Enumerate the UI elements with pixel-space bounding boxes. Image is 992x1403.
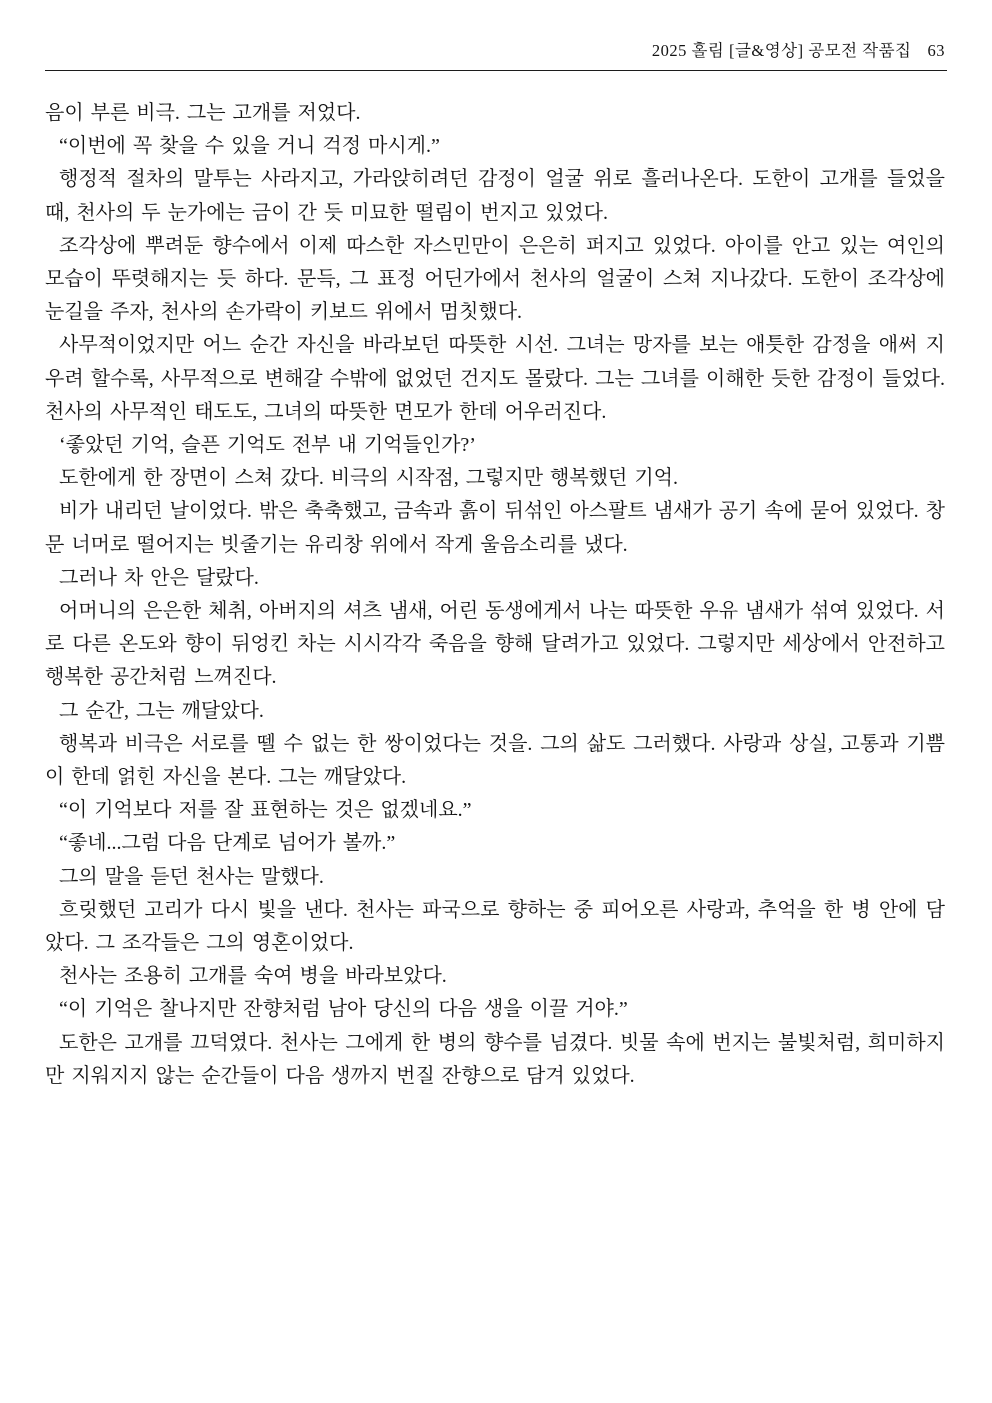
page-header (45, 40, 945, 62)
paragraph: “좋네...그럼 다음 단계로 넘어가 볼까.” (59, 832, 396, 855)
paragraph: 그 순간, 그는 깨달았다. (59, 699, 264, 722)
paragraph: 그러나 차 안은 달랐다. (59, 566, 259, 589)
header-title: 2025 홀림 [글&영상] 공모전 작품집 (651, 41, 912, 60)
paragraph: 행정적 절차의 말투는 사라지고, 가라앉히려던 감정이 얼굴 위로 흘러나온다. 도한이 고개를 들었을 때, 천사의 두 눈가에는 금이 간 듯 미묘한 떨림이 번지고 있었다. (45, 168, 945, 224)
paragraph: “이 기억은 찰나지만 잔향처럼 남아 당신의 다음 생을 이끌 거야.” (59, 998, 628, 1021)
page-number: 63 (927, 41, 945, 60)
paragraph: 그의 말을 듣던 천사는 말했다. (59, 865, 324, 888)
paragraph: 어머니의 은은한 체취, 아버지의 셔츠 냄새, 어린 동생에게서 나는 따뜻한 우유 냄새가 섞여 있었다. 서로 다른 온도와 향이 뒤엉킨 차는 시시각각 죽음을 향해 달려가고 있었다. 그렇지만 세상에서 안전하고 행복한 공간처럼 느껴진다. (45, 600, 945, 689)
paragraph: ‘좋았던 기억, 슬픈 기억도 전부 내 기억들인가?’ (59, 434, 476, 457)
paragraph: “이 기억보다 저를 잘 표현하는 것은 없겠네요.” (59, 799, 472, 822)
paragraph: 행복과 비극은 서로를 뗄 수 없는 한 쌍이었다는 것을. 그의 삶도 그러했다. 사랑과 상실, 고통과 기쁨이 한데 얽힌 자신을 본다. 그는 깨달았다. (45, 732, 945, 789)
paragraph: 조각상에 뿌려둔 향수에서 이제 따스한 자스민만이 은은히 퍼지고 있었다. 아이를 안고 있는 여인의 모습이 뚜렷해지는 듯 하다. 문득, 그 표정 어딘가에서 천사의 얼굴이 스쳐 지나갔다. 도한이 조각상에 눈길을 주자, 천사의 손가락이 키보드 위에서 멈칫했다. (45, 234, 945, 324)
paragraph: 흐릿했던 고리가 다시 빛을 낸다. 천사는 파국으로 향하는 중 피어오른 사랑과, 추억을 한 병 안에 담았다. 그 조각들은 그의 영혼이었다. (45, 898, 945, 955)
paragraph: 천사는 조용히 고개를 숙여 병을 바라보았다. (59, 965, 447, 988)
paragraph: 도한은 고개를 끄덕였다. 천사는 그에게 한 병의 향수를 넘겼다. 빗물 속에 번지는 불빛처럼, 희미하지만 지워지지 않는 순간들이 다음 생까지 번질 잔향으로 담겨 있었다. (45, 1031, 945, 1087)
paragraph: 비가 내리던 날이었다. 밖은 축축했고, 금속과 흙이 뒤섞인 아스팔트 냄새가 공기 속에 묻어 있었다. 창문 너머로 떨어지는 빗줄기는 유리창 위에서 작게 울음소리를 냈다. (45, 500, 945, 556)
paragraph: 사무적이었지만 어느 순간 자신을 바라보던 따뜻한 시선. 그녀는 망자를 보는 애틋한 감정을 애써 지우려 할수록, 사무적으로 변해갈 수밖에 없었던 건지도 몰랐다. 그는 그녀를 이해한 듯한 감정이 들었다. 천사의 사무적인 태도도, 그녀의 따뜻한 면모가 한데 어우러진다. (45, 334, 945, 423)
page-body (45, 97, 945, 1093)
header-divider (45, 70, 947, 71)
paragraph: 음이 부른 비극. 그는 고개를 저었다. (45, 102, 361, 124)
paragraph: “이번에 꼭 찾을 수 있을 거니 걱정 마시게.” (59, 135, 440, 158)
paragraph: 도한에게 한 장면이 스쳐 갔다. 비극의 시작점, 그렇지만 행복했던 기억. (59, 467, 678, 490)
